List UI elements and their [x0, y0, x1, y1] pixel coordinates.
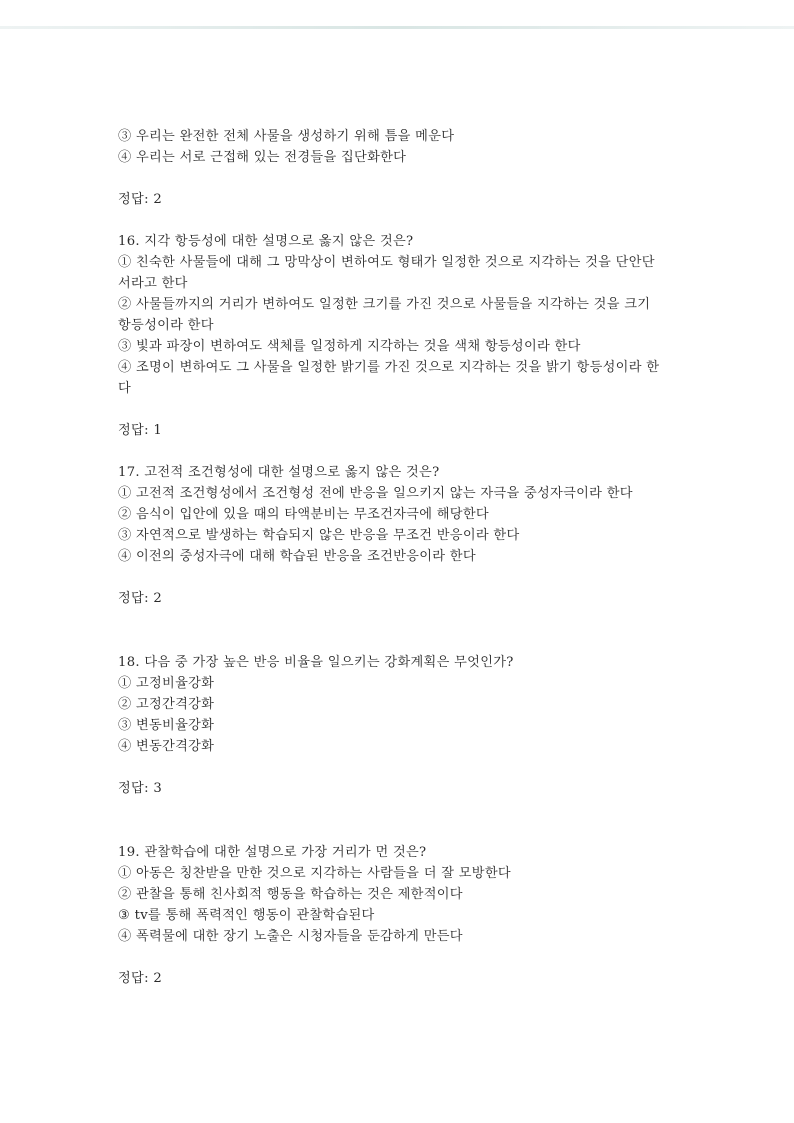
scan-edge-line — [0, 26, 794, 29]
answer-line: 정답: 2 — [118, 971, 163, 986]
option-line: ③ 우리는 완전한 전체 사물을 생성하기 위해 틈을 메운다 — [118, 129, 455, 144]
question-title: 16. 지각 항등성에 대한 설명으로 옳지 않은 것은? — [118, 234, 414, 249]
answer-line: 정답: 2 — [118, 192, 163, 207]
question-title: 18. 다음 중 가장 높은 반응 비율을 일으키는 강화계획은 무엇인가? — [118, 655, 514, 670]
option-line: ④ 변동간격강화 — [118, 739, 215, 754]
answer-line: 정답: 1 — [118, 423, 163, 438]
option-line: ③ tv를 통해 폭력적인 행동이 관찰학습된다 — [118, 908, 375, 923]
option-line: ② 음식이 입안에 있을 때의 타액분비는 무조건자극에 해당한다 — [118, 507, 489, 522]
page-content — [118, 126, 698, 989]
question-title: 19. 관찰학습에 대한 설명으로 가장 거리가 먼 것은? — [118, 845, 427, 860]
answer-line: 정답: 2 — [118, 591, 163, 606]
option-line-continued: 서라고 한다 — [118, 276, 188, 291]
answer-line: 정답: 3 — [118, 781, 163, 796]
option-line: ① 고정비율강화 — [118, 676, 215, 691]
option-line: ② 고정간격강화 — [118, 697, 215, 712]
option-line: ③ 빛과 파장이 변하여도 색체를 일정하게 지각하는 것을 색채 항등성이라 한다 — [118, 339, 581, 354]
option-line: ④ 우리는 서로 근접해 있는 전경들을 집단화한다 — [118, 150, 407, 165]
option-line: ④ 이전의 중성자극에 대해 학습된 반응을 조건반응이라 한다 — [118, 549, 476, 564]
option-line: ① 고전적 조건형성에서 조건형성 전에 반응을 일으키지 않는 자극을 중성자극이라 한다 — [118, 486, 633, 501]
option-line-continued: 항등성이라 한다 — [118, 318, 214, 333]
option-line: ① 친숙한 사물들에 대해 그 망막상이 변하여도 형태가 일정한 것으로 지각하는 것을 단안단 — [118, 255, 655, 270]
option-line: ④ 폭력물에 대한 장기 노출은 시청자들을 둔감하게 만든다 — [118, 929, 463, 944]
question-title: 17. 고전적 조건형성에 대한 설명으로 옳지 않은 것은? — [118, 465, 440, 480]
option-line: ② 관찰을 통해 친사회적 행동을 학습하는 것은 제한적이다 — [118, 887, 463, 902]
option-line: ③ 자연적으로 발생하는 학습되지 않은 반응을 무조건 반응이라 한다 — [118, 528, 520, 543]
option-line: ① 아동은 칭찬받을 만한 것으로 지각하는 사람들을 더 잘 모방한다 — [118, 866, 511, 881]
option-line: ② 사물들까지의 거리가 변하여도 일정한 크기를 가진 것으로 사물들을 지각하는 것을 크기 — [118, 297, 651, 312]
option-line-continued: 다 — [118, 381, 132, 396]
option-line: ③ 변동비율강화 — [118, 718, 215, 733]
option-line: ④ 조명이 변하여도 그 사물을 일정한 밝기를 가진 것으로 지각하는 것을 밝기 항등성이라 한 — [118, 360, 660, 375]
